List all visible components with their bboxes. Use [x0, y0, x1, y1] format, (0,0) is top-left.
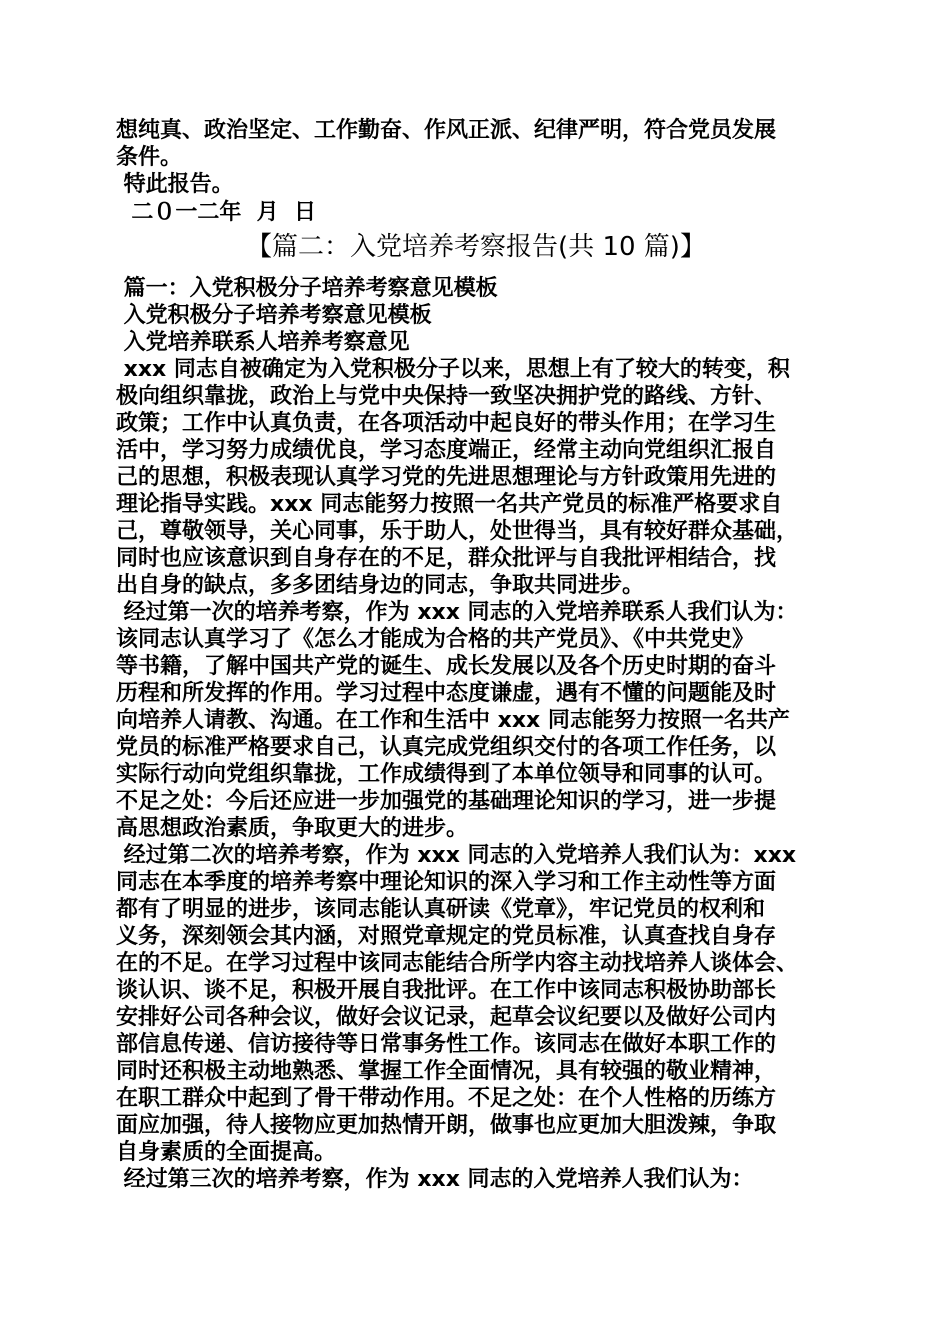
- paragraph-line: 经过第三次的培养考察，作为 xxx 同志的入党培养人我们认为：: [116, 1167, 754, 1192]
- paragraph-line: 篇一：入党积极分子培养考察意见模板: [116, 276, 498, 301]
- paragraph-line: 特此报告。: [116, 172, 234, 197]
- paragraph-line: 己的思想，积极表现认真学习党的先进思想理论与方针政策用先进的: [116, 465, 777, 490]
- paragraph-line: 经过第一次的培养考察，作为 xxx 同志的入党培养联系人我们认为：: [116, 600, 798, 625]
- paragraph-line: 不足之处：今后还应进一步加强党的基础理论知识的学习，进一步提: [116, 789, 777, 814]
- paragraph-line: 经过第二次的培养考察，作为 xxx 同志的入党培养人我们认为：xxx: [116, 843, 797, 868]
- paragraph-line: 出自身的缺点，多多团结身边的同志，争取共同进步。: [116, 573, 645, 598]
- document-body: [116, 275, 836, 1193]
- paragraph-line: 政策；工作中认真负责，在各项活动中起良好的带头作用；在学习生: [116, 411, 777, 436]
- paragraph-line: 同志在本季度的培养考察中理论知识的深入学习和工作主动性等方面: [116, 870, 777, 895]
- paragraph-line: 自身素质的全面提高。: [116, 1140, 337, 1165]
- paragraph-line: 在职工群众中起到了骨干带动作用。不足之处：在个人性格的历练方: [116, 1086, 777, 1111]
- paragraph-line: 等书籍，了解中国共产党的诞生、成长发展以及各个历史时期的奋斗: [116, 654, 777, 679]
- paragraph-line: 向培养人请教、沟通。在工作和生活中 xxx 同志能努力按照一名共产: [116, 708, 790, 733]
- paragraph-line: 条件。: [116, 145, 183, 170]
- paragraph-line: 入党积极分子培养考察意见模板: [116, 303, 432, 328]
- paragraph-line: 入党培养联系人培养考察意见: [116, 330, 410, 355]
- paragraph-line: 义务，深刻领会其内涵，对照党章规定的党员标准，认真查找自身存: [116, 924, 777, 949]
- paragraph-line: 想纯真、政治坚定、工作勤奋、作风正派、纪律严明，符合党员发展: [116, 118, 777, 143]
- paragraph-line: 都有了明显的进步，该同志能认真研读《党章》，牢记党员的权利和: [116, 897, 766, 922]
- paragraph-line: xxx 同志自被确定为入党积极分子以来，思想上有了较大的转变，积: [116, 357, 790, 382]
- paragraph-line: 谈认识、谈不足，积极开展自我批评。在工作中该同志积极协助部长: [116, 978, 777, 1003]
- paragraph-line: 活中，学习努力成绩优良，学习态度端正，经常主动向党组织汇报自: [116, 438, 777, 463]
- paragraph-line: 该同志认真学习了《怎么才能成为合格的共产党员》、《中共党史》: [116, 627, 755, 652]
- paragraph-line: 极向组织靠拢，政治上与党中央保持一致坚决拥护党的路线、方针、: [116, 384, 777, 409]
- paragraph-line: 在的不足。在学习过程中该同志能结合所学内容主动找培养人谈体会、: [116, 951, 799, 976]
- paragraph-line: 历程和所发挥的作用。学习过程中态度谦虚，遇有不懂的问题能及时: [116, 681, 777, 706]
- paragraph-line: 己，尊敬领导，关心同事，乐于助人，处世得当，具有较好群众基础，: [116, 519, 799, 544]
- paragraph-line: 安排好公司各种会议，做好会议记录，起草会议纪要以及做好公司内: [116, 1005, 777, 1030]
- section-title: 【篇二：入党培养考察报告(共 10 篇)】: [246, 232, 706, 262]
- date-line: 二０一二年 月 日: [116, 200, 316, 225]
- paragraph-line: 党员的标准严格要求自己，认真完成党组织交付的各项工作任务，以: [116, 735, 777, 760]
- paragraph-line: 同时也应该意识到自身存在的不足，群众批评与自我批评相结合，找: [116, 546, 777, 571]
- paragraph-line: 高思想政治素质，争取更大的进步。: [116, 816, 469, 841]
- paragraph-line: 同时还积极主动地熟悉、掌握工作全面情况，具有较强的敬业精神，: [116, 1059, 777, 1084]
- paragraph-line: 实际行动向党组织靠拢，工作成绩得到了本单位领导和同事的认可。: [116, 762, 777, 787]
- document-page: [116, 117, 836, 1193]
- paragraph-line: 面应加强，待人接物应更加热情开朗，做事也应更加大胆泼辣，争取: [116, 1113, 777, 1138]
- paragraph-line: 部信息传递、信访接待等日常事务性工作。该同志在做好本职工作的: [116, 1032, 777, 1057]
- paragraph-line: 理论指导实践。xxx 同志能努力按照一名共产党员的标准严格要求自: [116, 492, 783, 517]
